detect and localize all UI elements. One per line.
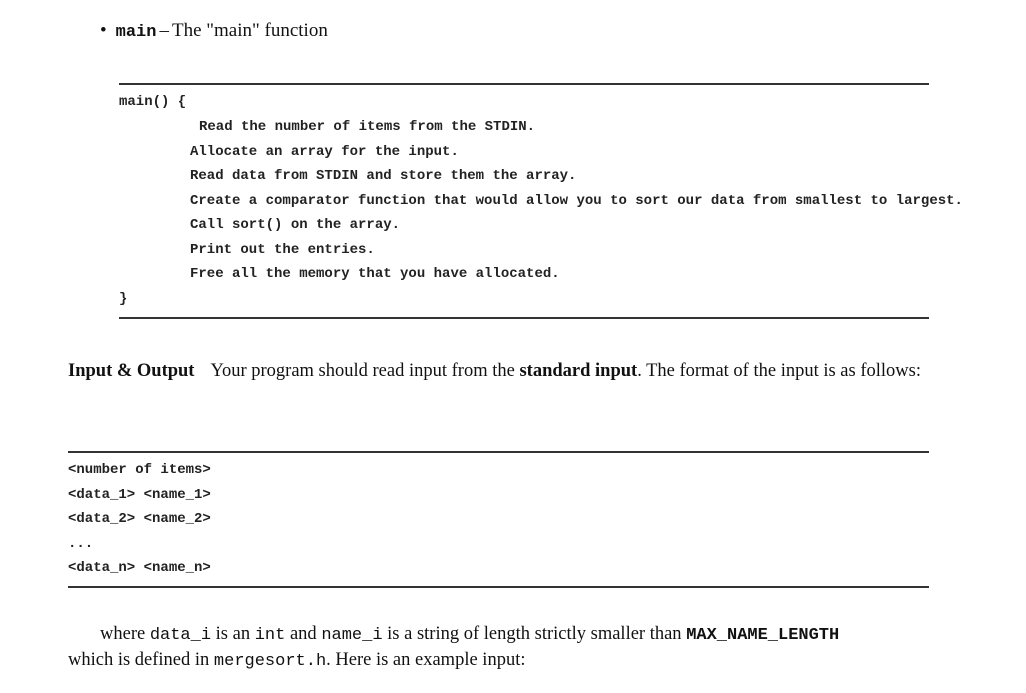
code-max-name-length: MAX_NAME_LENGTH <box>686 626 840 645</box>
listing-line: Allocate an array for the input. <box>190 144 459 160</box>
format-bottom-rule <box>68 586 929 588</box>
io-text-after: . The format of the input is as follows: <box>637 361 921 381</box>
code-data-i: data_i <box>149 626 212 645</box>
bullet-item-main <box>100 20 328 42</box>
where-text: and <box>289 624 317 644</box>
format-line: <data_1> <name_1> <box>68 487 211 503</box>
listing-line: Read the number of items from the STDIN. <box>199 119 536 135</box>
listing-line: Call sort() on the array. <box>190 217 401 233</box>
bullet-dash: – <box>159 20 169 41</box>
io-heading: Input & Output <box>68 361 195 381</box>
format-line: <number of items> <box>68 462 211 478</box>
where-text: where <box>100 624 146 644</box>
bullet-term: main <box>115 23 157 42</box>
where-text: . Here is an example input: <box>326 650 526 670</box>
listing-bottom-rule <box>119 317 929 319</box>
listing-line: Create a comparator function that would allow you to sort our data from smallest to largest. <box>190 193 963 209</box>
io-text-before: Your program should read input from the <box>210 361 515 381</box>
listing-line: Read data from STDIN and store them the array. <box>190 168 577 184</box>
listing-line: main() { <box>119 94 187 110</box>
code-name-i: name_i <box>321 626 383 645</box>
listing-line: } <box>119 291 128 307</box>
where-text: which is defined in <box>68 650 210 670</box>
code-int: int <box>254 626 286 645</box>
bullet-description: The "main" function <box>171 20 328 41</box>
where-text: is an <box>215 624 251 644</box>
io-emphasis: standard input <box>519 361 638 381</box>
code-mergesort-h: mergesort.h <box>213 652 327 671</box>
format-line: <data_2> <name_2> <box>68 511 211 527</box>
bullet-dot-icon: • <box>100 20 107 41</box>
listing-top-rule <box>119 83 929 85</box>
listing-line: Free all the memory that you have allocated. <box>190 266 560 282</box>
format-line: ... <box>68 536 94 552</box>
format-line: <data_n> <name_n> <box>68 560 211 576</box>
io-paragraph <box>68 359 948 383</box>
where-text: is a string of length strictly smaller than <box>387 624 682 644</box>
format-top-rule <box>68 451 929 453</box>
listing-line: Print out the entries. <box>190 242 375 258</box>
where-paragraph <box>68 622 948 674</box>
